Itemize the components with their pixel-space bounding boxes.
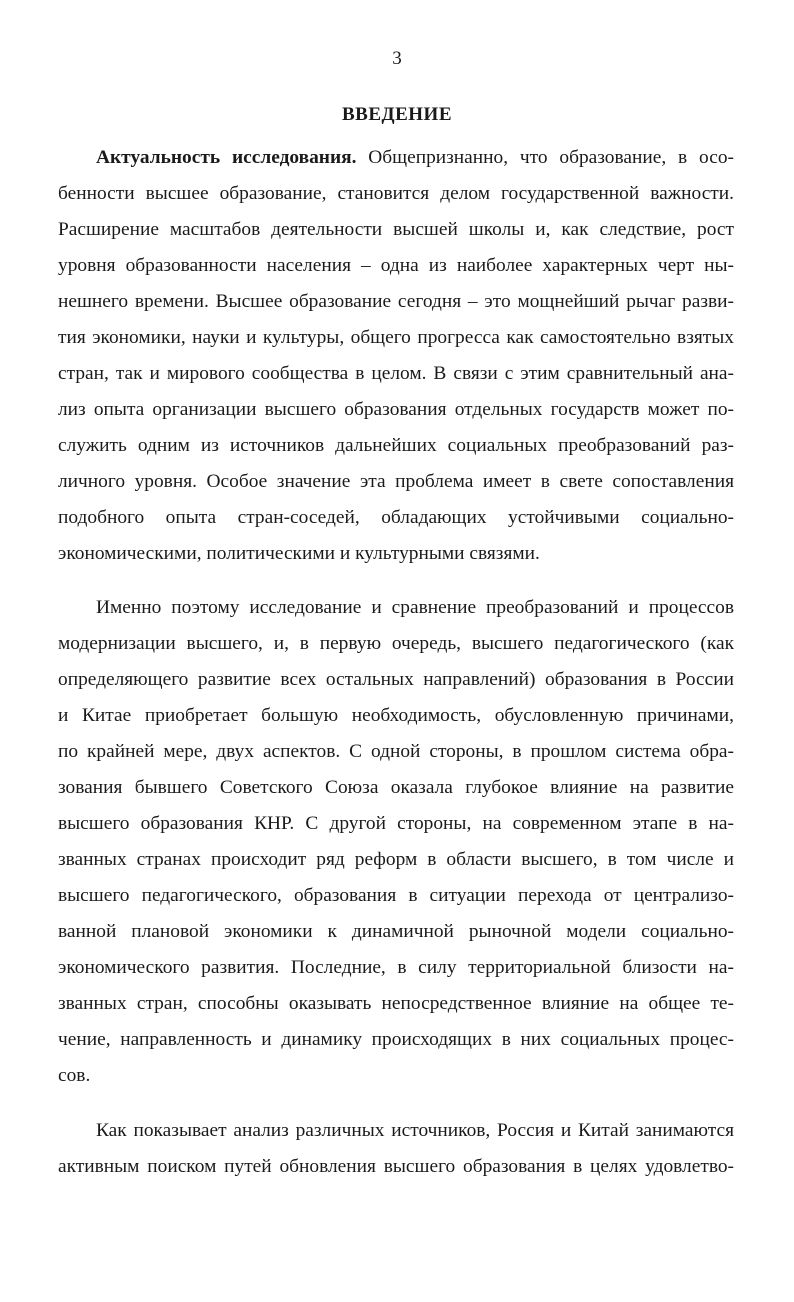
page-number: 3 [392,48,402,69]
paragraph-line: лиз опыта организации высшего образования отдельных государств может по- [58,399,734,420]
paragraph-line: нешнего времени. Высшее образование сегодня – это мощнейший рычаг разви- [58,291,734,312]
paragraph-line: зования бывшего Советского Союза оказала глубокое влияние на развитие [58,777,734,798]
paragraph-line: экономического развития. Последние, в силу территориальной близости на- [58,957,734,978]
paragraph-line: уровня образованности населения – одна из наиболее характерных черт ны- [58,255,734,276]
paragraph-line: ванной плановой экономики к динамичной рыночной модели социально- [58,921,734,942]
paragraph-line: определяющего развитие всех остальных направлений) образования в России [58,669,734,690]
paragraph-modernization [58,590,734,1094]
paragraph-line: высшего педагогического, образования в ситуации перехода от централизо- [58,885,734,906]
paragraph-line: званных стран, способны оказывать непосредственное влияние на общее те- [58,993,734,1014]
section-heading: ВВЕДЕНИЕ [342,104,452,125]
paragraph-line: сов. [58,1065,91,1086]
paragraph-line: Как показывает анализ различных источников, Россия и Китай занимаются [96,1120,734,1141]
paragraph-line: экономическими, политическими и культурными связями. [58,543,540,564]
paragraph-line: подобного опыта стран-соседей, обладающих устойчивыми социально- [58,507,734,528]
paragraph-line: и Китае приобретает большую необходимость, обусловленную причинами, [58,705,734,726]
paragraph-line: высшего образования КНР. С другой стороны, на современном этапе в на- [58,813,734,834]
paragraph-relevance [58,140,734,572]
paragraph-line: модернизации высшего, и, в первую очередь, высшего педагогического (как [58,633,734,654]
paragraph-line-text: Общепризнанно, что образование, в осо- [356,147,734,168]
paragraph-line: тия экономики, науки и культуры, общего прогресса как самостоятельно взятых [58,327,734,348]
paragraph-line: Именно поэтому исследование и сравнение преобразований и процессов [96,597,734,618]
paragraph-analysis [58,1113,734,1185]
paragraph-line: активным поиском путей обновления высшего образования в целях удовлетво- [58,1156,734,1177]
paragraph-line: бенности высшее образование, становится делом государственной важности. [58,183,734,204]
paragraph-line: по крайней мере, двух аспектов. С одной стороны, в прошлом система обра- [58,741,734,762]
paragraph-line: чение, направленность и динамику происходящих в них социальных процес- [58,1029,734,1050]
paragraph-line [58,140,734,176]
paragraph-line: званных странах происходит ряд реформ в области высшего, в том числе и [58,849,734,870]
paragraph-line: служить одним из источников дальнейших социальных преобразований раз- [58,435,734,456]
paragraph-line: стран, так и мирового сообщества в целом. В связи с этим сравнительный ана- [58,363,734,384]
paragraph-line: Расширение масштабов деятельности высшей школы и, как следствие, рост [58,219,734,240]
paragraph-line: личного уровня. Особое значение эта проблема имеет в свете сопоставления [58,471,734,492]
paragraph-lead: Актуальность исследования. [96,147,357,168]
